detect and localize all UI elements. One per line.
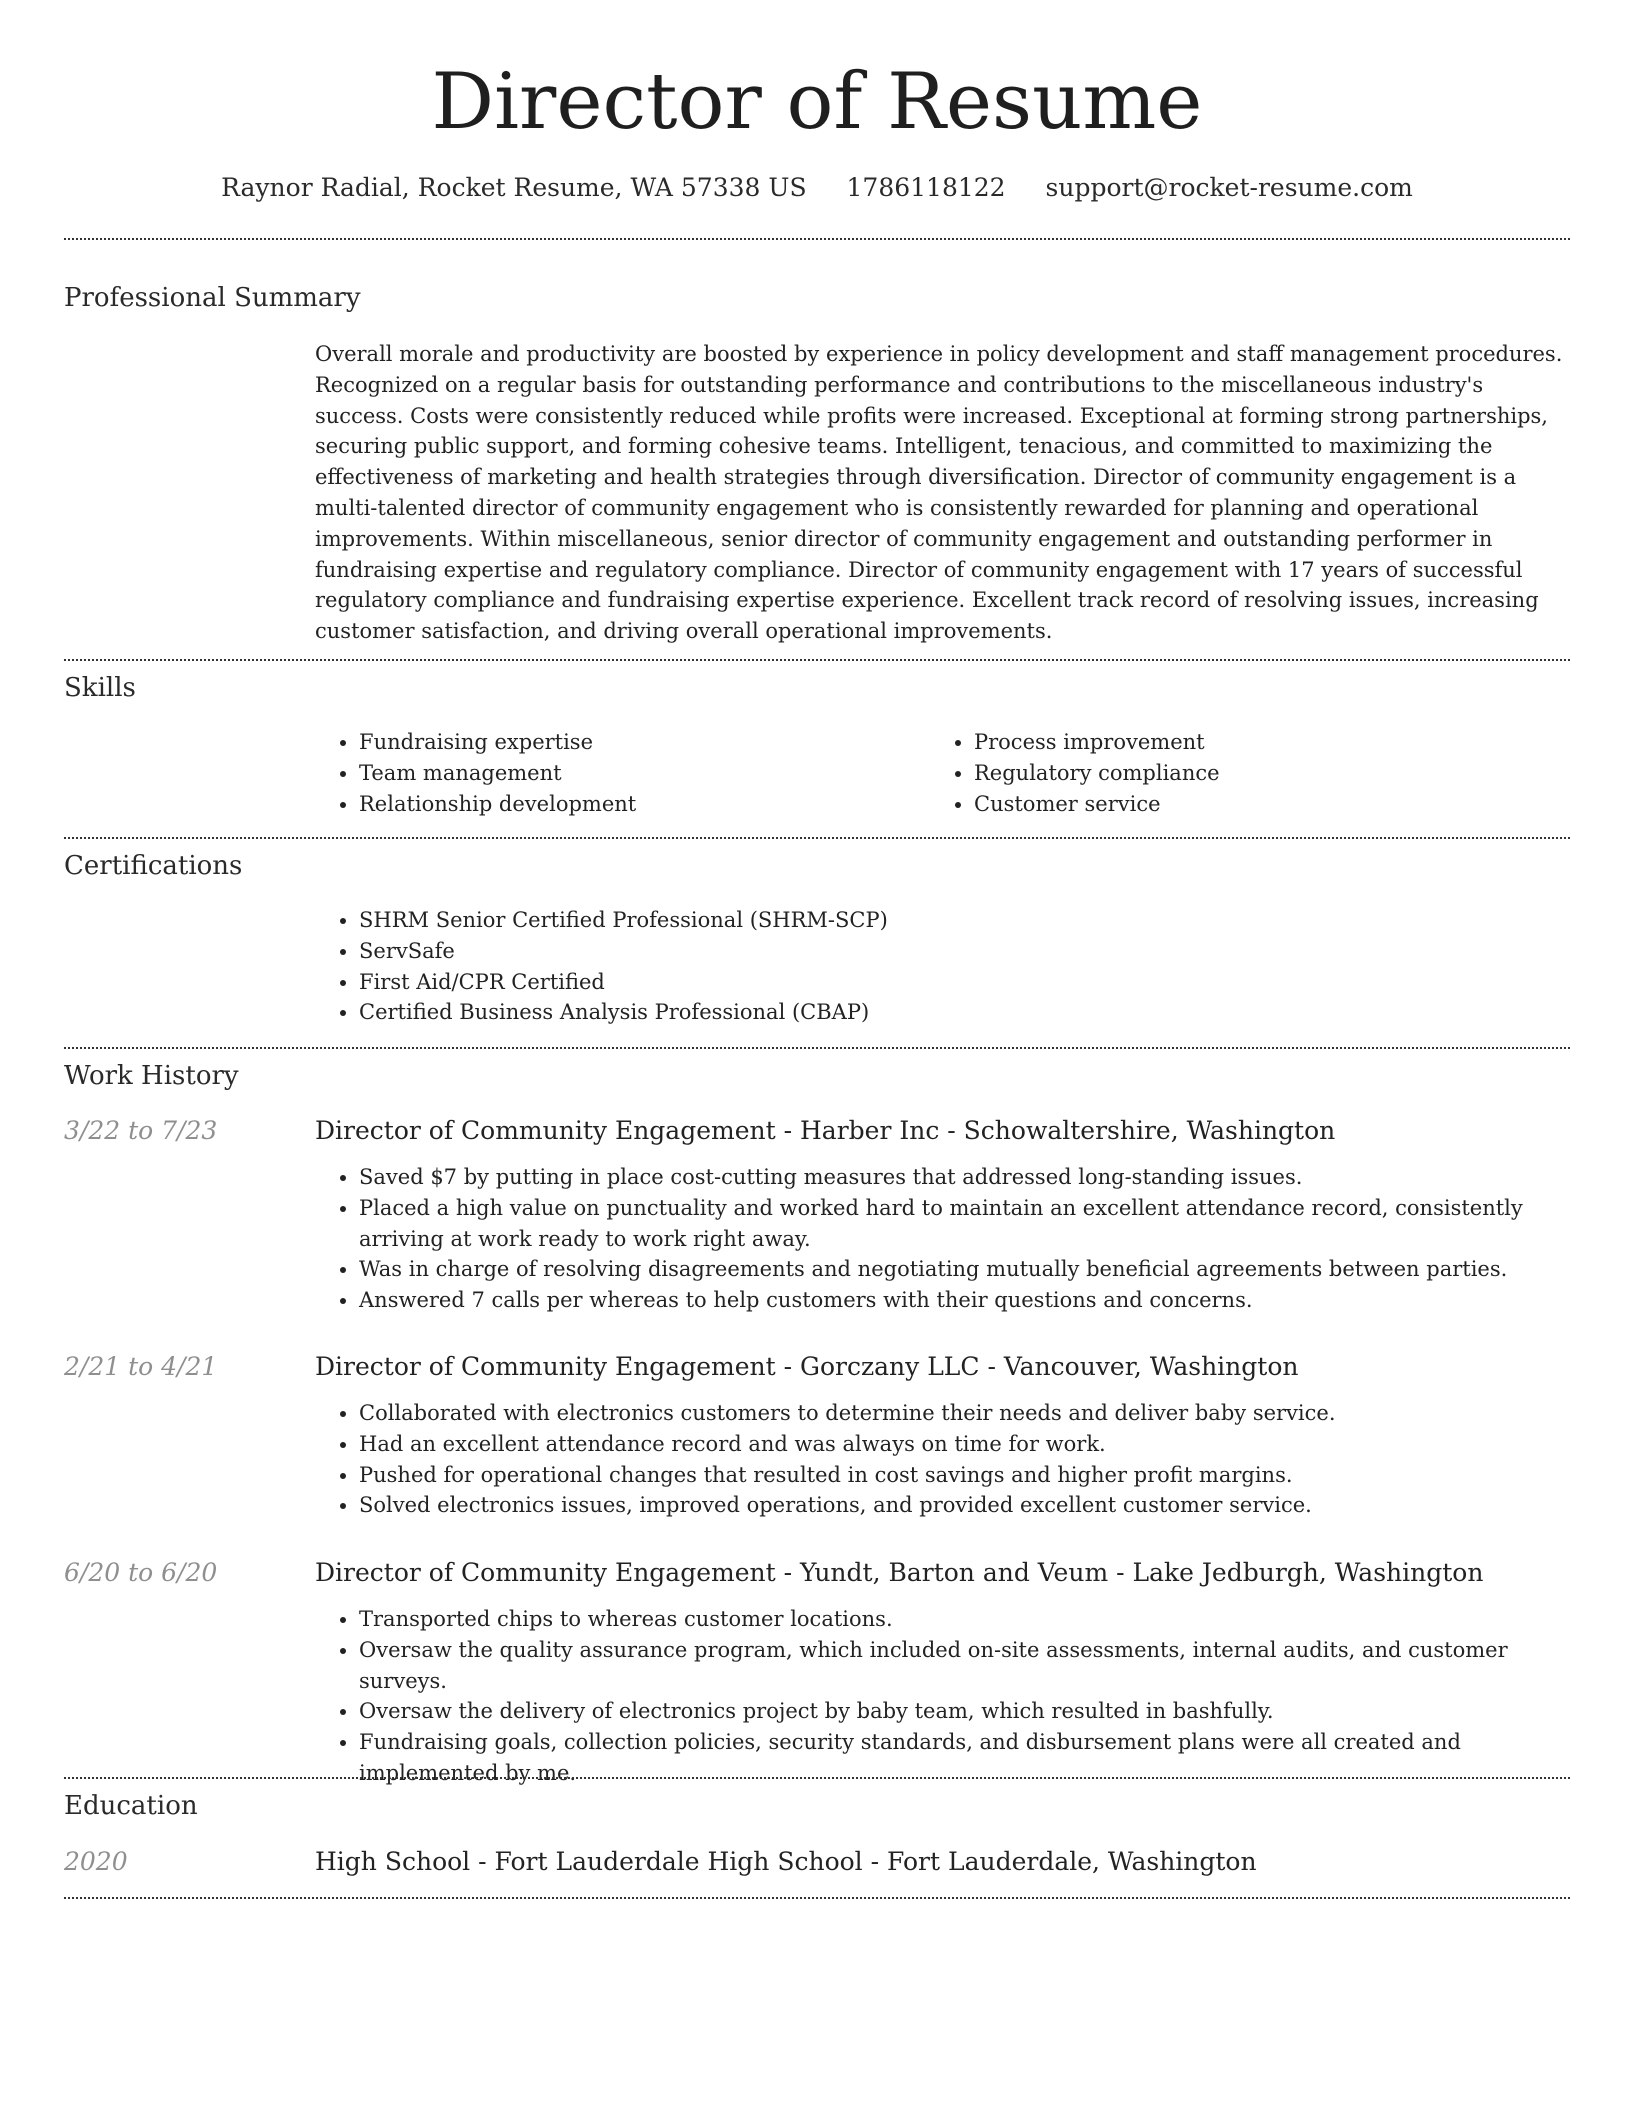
candidate-name: Director of Resume [431, 57, 1203, 147]
section-divider [64, 1047, 1570, 1049]
skill-item: • Regulatory compliance [974, 758, 1570, 789]
certification-item: • First Aid/CPR Certified [359, 967, 1570, 998]
education-entry [315, 1844, 1570, 1880]
job-dates: 3/22 to 7/23 [64, 1116, 218, 1145]
job-bullet: • Oversaw the delivery of electronics project by baby team, which resulted in bashfully. [359, 1696, 1570, 1727]
section-divider [64, 1897, 1570, 1899]
contact-phone: 1786118122 [846, 173, 1006, 202]
certification-item: • Certified Business Analysis Professional (CBAP) [359, 997, 1570, 1028]
skills-heading: Skills [64, 673, 136, 703]
skill-item: • Process improvement [974, 727, 1570, 758]
skills-column-right [930, 727, 1570, 819]
skill-item: • Fundraising expertise [359, 727, 930, 758]
education-year: 2020 [64, 1847, 128, 1876]
job-bullet: • Answered 7 calls per whereas to help customers with their questions and concerns. [359, 1285, 1570, 1316]
job-bullet: • Fundraising goals, collection policies, security standards, and disbursement plans were all created and implemented by me. [359, 1727, 1570, 1789]
job-title: Director of Community Engagement - Gorczany LLC - Vancouver, Washington [315, 1352, 1299, 1381]
contact-address: Raynor Radial, Rocket Resume, WA 57338 US [221, 173, 807, 202]
job-bullet: • Placed a high value on punctuality and worked hard to maintain an excellent attendance record, consistently arriving at work ready to work right away. [359, 1193, 1570, 1255]
contact-email: support@rocket-resume.com [1045, 173, 1413, 202]
contact-line [64, 170, 1570, 206]
job-bullet: • Solved electronics issues, improved operations, and provided excellent customer service. [359, 1490, 1570, 1521]
job-dates: 2/21 to 4/21 [64, 1352, 218, 1381]
job-bullet: • Oversaw the quality assurance program, which included on-site assessments, internal audits, and customer surveys. [359, 1635, 1570, 1697]
job-entry [315, 1555, 1570, 1789]
section-divider [64, 1777, 1570, 1779]
job-entry [315, 1113, 1570, 1316]
certification-item: • ServSafe [359, 936, 1570, 967]
job-bullet: • Saved $7 by putting in place cost-cutting measures that addressed long-standing issues. [359, 1162, 1570, 1193]
education-heading: Education [64, 1791, 198, 1821]
summary-heading: Professional Summary [64, 283, 361, 313]
certifications-section [315, 905, 1570, 1028]
job-bullet: • Transported chips to whereas customer locations. [359, 1604, 1570, 1635]
job-entry [315, 1349, 1570, 1521]
job-title: Director of Community Engagement - Yundt, Barton and Veum - Lake Jedburgh, Washington [315, 1558, 1484, 1587]
skills-section [315, 727, 1570, 823]
job-bullet: • Collaborated with electronics customers to determine their needs and deliver baby service. [359, 1398, 1570, 1429]
skill-item: • Relationship development [359, 789, 930, 820]
job-dates: 6/20 to 6/20 [64, 1558, 218, 1587]
certifications-heading: Certifications [64, 851, 243, 881]
section-divider [64, 837, 1570, 839]
skills-column-left [315, 727, 930, 819]
education-title: High School - Fort Lauderdale High School - Fort Lauderdale, Washington [315, 1847, 1257, 1876]
work-history-heading: Work History [64, 1061, 239, 1091]
job-bullet: • Was in charge of resolving disagreements and negotiating mutually beneficial agreements between parties. [359, 1254, 1570, 1285]
certification-item: • SHRM Senior Certified Professional (SHRM-SCP) [359, 905, 1570, 936]
section-divider [64, 238, 1570, 240]
job-bullet: • Had an excellent attendance record and was always on time for work. [359, 1429, 1570, 1460]
summary-section [315, 339, 1570, 647]
summary-text: Overall morale and productivity are boosted by experience in policy development and staff management procedures. Recognized on a regular basis for outstanding performance and contributions to the miscellaneous industry's success. Costs were consistently reduced while profits were increased. Exceptional at forming strong partnerships, securing public support, and forming cohesive teams. Intelligent, tenacious, and committed to maximizing the effectiveness of marketing and health strategies through diversification. Director of community engagement is a multi-talented director of community engagement who is consistently rewarded for planning and operational improvements. Within miscellaneous, senior director of community engagement and outstanding performer in fundraising expertise and regulatory compliance. Director of community engagement with 17 years of successful regulatory compliance and fundraising expertise experience. Excellent track record of resolving issues, increasing customer satisfaction, and driving overall operational improvements. [315, 342, 1563, 644]
job-title: Director of Community Engagement - Harber Inc - Schowaltershire, Washington [315, 1116, 1336, 1145]
section-divider [64, 659, 1570, 661]
skill-item: • Team management [359, 758, 930, 789]
skill-item: • Customer service [974, 789, 1570, 820]
job-bullet: • Pushed for operational changes that resulted in cost savings and higher profit margins. [359, 1460, 1570, 1491]
